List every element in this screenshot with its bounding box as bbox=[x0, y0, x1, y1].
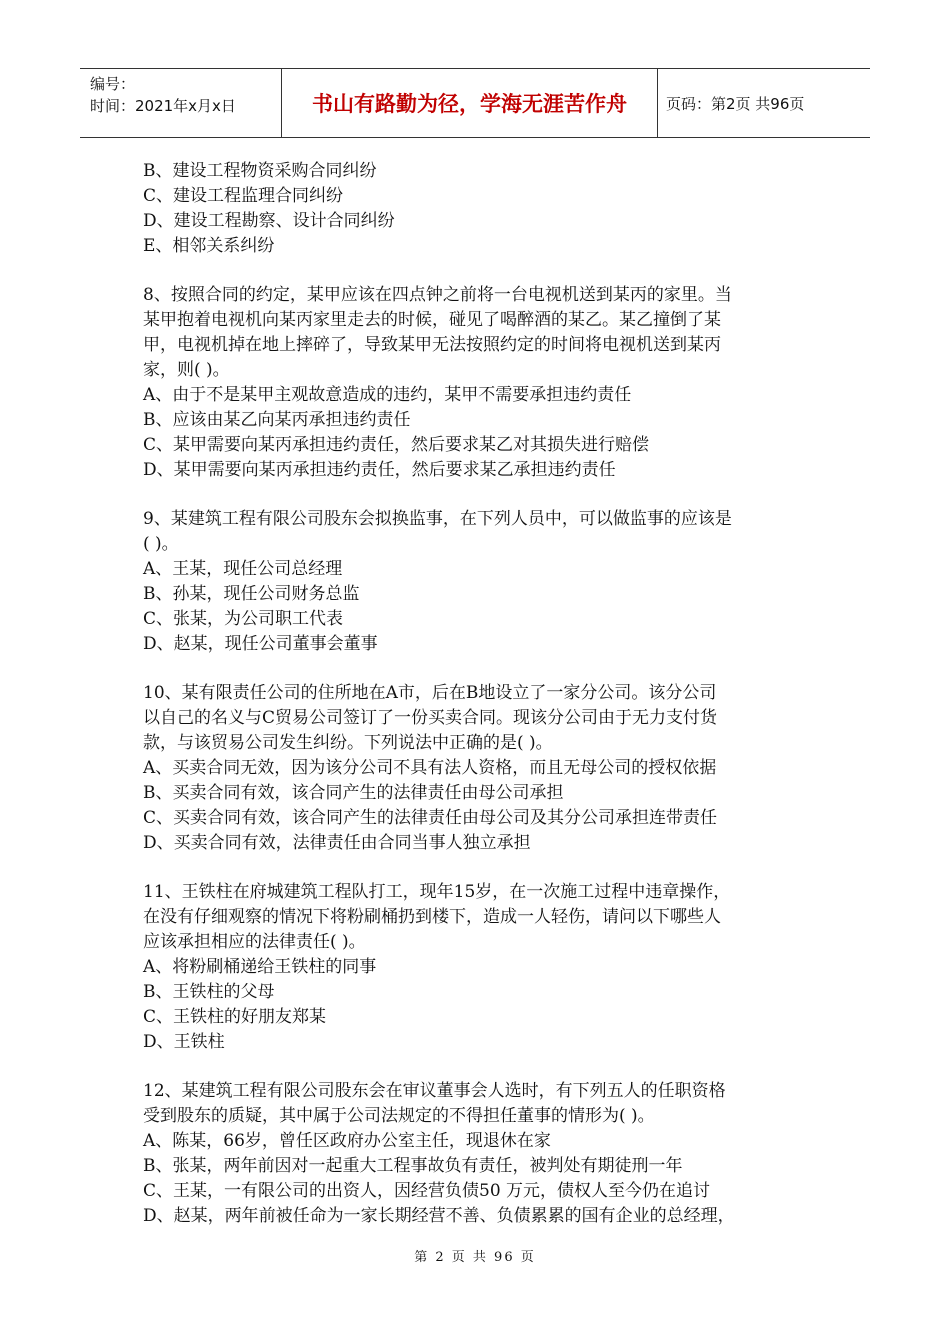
text-line: A、由于不是某甲主观故意造成的违约，某甲不需要承担违约责任 bbox=[143, 385, 632, 405]
text-line: D、王铁柱 bbox=[143, 1032, 225, 1052]
text-line: 应该承担相应的法律责任( )。 bbox=[143, 932, 366, 952]
document-body bbox=[143, 159, 813, 1229]
text-line: 9、某建筑工程有限公司股东会拟换监事，在下列人员中，可以做监事的应该是 bbox=[143, 509, 732, 529]
text-line: 12、某建筑工程有限公司股东会在审议董事会人选时，有下列五人的任职资格 bbox=[143, 1081, 726, 1101]
question-block bbox=[143, 880, 813, 1055]
question-block bbox=[143, 507, 813, 657]
text-line: 甲，电视机掉在地上摔碎了，导致某甲无法按照约定的时间将电视机送到某丙 bbox=[143, 335, 721, 355]
text-line: B、应该由某乙向某丙承担违约责任 bbox=[143, 410, 411, 430]
text-line: 受到股东的质疑，其中属于公司法规定的不得担任董事的情形为( )。 bbox=[143, 1106, 655, 1126]
page-footer: 第 2 页 共 96 页 bbox=[414, 1250, 536, 1265]
text-line: C、建设工程监理合同纠纷 bbox=[143, 186, 344, 206]
question-block bbox=[143, 681, 813, 856]
text-line: 8、按照合同的约定，某甲应该在四点钟之前将一台电视机送到某丙的家里。当 bbox=[143, 285, 732, 305]
text-line: B、买卖合同有效，该合同产生的法律责任由母公司承担 bbox=[143, 783, 564, 803]
text-line: A、将粉刷桶递给王铁柱的同事 bbox=[143, 957, 377, 977]
text-line: D、建设工程勘察、设计合同纠纷 bbox=[143, 211, 395, 231]
header-page-info: 页码：第2页 共96页 bbox=[666, 94, 805, 113]
text-line: D、某甲需要向某丙承担违约责任，然后要求某乙承担违约责任 bbox=[143, 460, 616, 480]
time-label: 时间：2021年x月x日 bbox=[90, 97, 236, 115]
page-header bbox=[80, 68, 870, 138]
text-line: 在没有仔细观察的情况下将粉刷桶扔到楼下，造成一人轻伤，请问以下哪些人 bbox=[143, 907, 721, 927]
text-line: B、王铁柱的父母 bbox=[143, 982, 275, 1002]
question-options-continued bbox=[143, 159, 813, 259]
text-line: E、相邻关系纠纷 bbox=[143, 236, 275, 256]
text-line: D、买卖合同有效，法律责任由合同当事人独立承担 bbox=[143, 833, 531, 853]
text-line: B、建设工程物资采购合同纠纷 bbox=[143, 161, 377, 181]
text-line: A、买卖合同无效，因为该分公司不具有法人资格，而且无母公司的授权依据 bbox=[143, 758, 717, 778]
text-line: A、陈某，66岁，曾任区政府办公室主任，现退休在家 bbox=[143, 1131, 551, 1151]
text-line: C、买卖合同有效，该合同产生的法律责任由母公司及其分公司承担连带责任 bbox=[143, 808, 718, 828]
question-block bbox=[143, 283, 813, 483]
header-motto: 书山有路勤为径，学海无涯苦作舟 bbox=[282, 69, 658, 137]
text-line: 10、某有限责任公司的住所地在A市，后在B地设立了一家分公司。该分公司 bbox=[143, 683, 717, 703]
text-line: D、赵某，现任公司董事会董事 bbox=[143, 634, 378, 654]
paragraph-gap bbox=[143, 657, 813, 681]
text-line: C、王某，一有限公司的出资人，因经营负债50 万元，债权人至今仍在追讨 bbox=[143, 1181, 711, 1201]
text-line: 款，与该贸易公司发生纠纷。下列说法中正确的是( )。 bbox=[143, 733, 553, 753]
text-line: B、张某，两年前因对一起重大工程事故负有责任，被判处有期徒刑一年 bbox=[143, 1156, 683, 1176]
text-line: 某甲抱着电视机向某丙家里走去的时候，碰见了喝醉酒的某乙。某乙撞倒了某 bbox=[143, 310, 721, 330]
text-line: 11、王铁柱在府城建筑工程队打工，现年15岁，在一次施工过程中违章操作， bbox=[143, 882, 731, 902]
paragraph-gap bbox=[143, 483, 813, 507]
text-line: C、张某，为公司职工代表 bbox=[143, 609, 344, 629]
text-line: ( )。 bbox=[143, 534, 179, 554]
header-meta bbox=[80, 69, 282, 137]
paragraph-gap bbox=[143, 856, 813, 880]
paragraph-gap bbox=[143, 259, 813, 283]
text-line: 家，则( )。 bbox=[143, 360, 230, 380]
paragraph-gap bbox=[143, 1055, 813, 1079]
number-label: 编号： bbox=[90, 75, 136, 93]
text-line: D、赵某，两年前被任命为一家长期经营不善、负债累累的国有企业的总经理， bbox=[143, 1206, 735, 1226]
question-block bbox=[143, 1079, 813, 1229]
text-line: A、王某，现任公司总经理 bbox=[143, 559, 343, 579]
text-line: 以自己的名义与C贸易公司签订了一份买卖合同。现该分公司由于无力支付货 bbox=[143, 708, 718, 728]
text-line: C、王铁柱的好朋友郑某 bbox=[143, 1007, 327, 1027]
text-line: C、某甲需要向某丙承担违约责任，然后要求某乙对其损失进行赔偿 bbox=[143, 435, 650, 455]
text-line: B、孙某，现任公司财务总监 bbox=[143, 584, 360, 604]
